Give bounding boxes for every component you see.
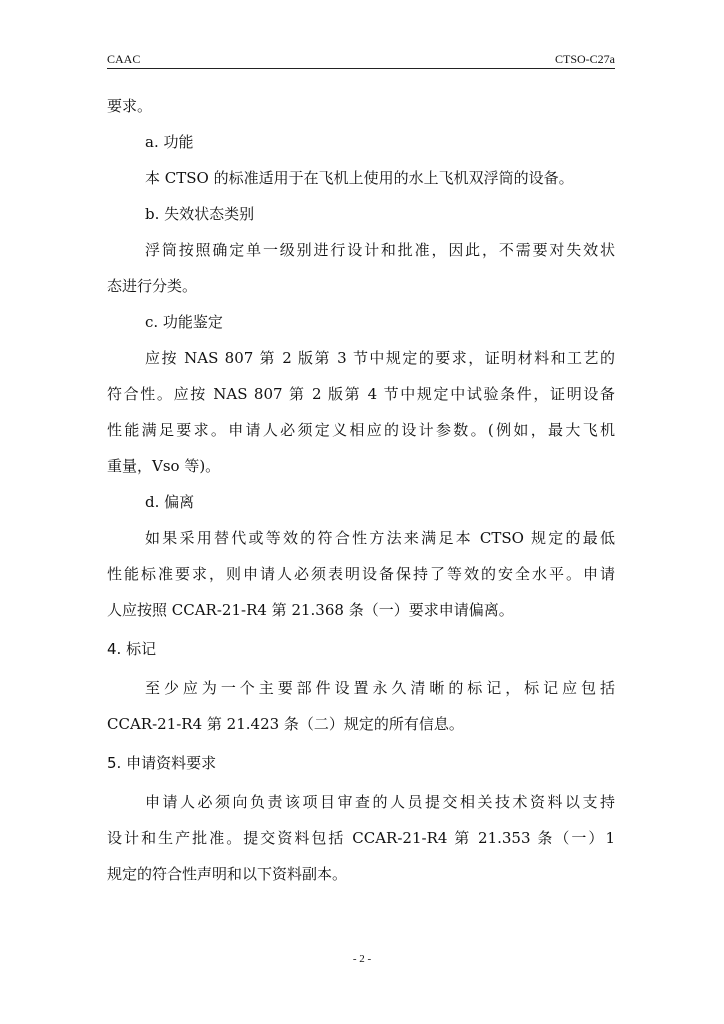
paragraph-line: 性能满足要求。申请人必须定义相应的设计参数。(例如，最大飞机	[107, 421, 615, 439]
page-header	[107, 52, 615, 69]
paragraph-line: CCAR-21-R4 第 21.423 条（二）规定的所有信息。	[107, 715, 464, 733]
header-doc-id: CTSO-C27a	[555, 52, 615, 66]
paragraph-line: 设计和生产批准。提交资料包括 CCAR-21-R4 第 21.353 条（一）1	[107, 829, 615, 847]
paragraph-line: 要求。	[107, 97, 153, 115]
paragraph-line: 浮筒按照确定单一级别进行设计和批准，因此，不需要对失效状	[145, 241, 615, 259]
subheading-function: a. 功能	[145, 133, 194, 151]
paragraph-line: 性能标准要求，则申请人必须表明设备保持了等效的安全水平。申请	[107, 565, 615, 583]
document-body	[107, 88, 615, 892]
paragraph-line: 如果采用替代或等效的符合性方法来满足本 CTSO 规定的最低	[145, 529, 615, 547]
header-org: CAAC	[107, 52, 141, 66]
subheading-deviation: d. 偏离	[145, 493, 195, 511]
section-heading-marking: 4. 标记	[107, 640, 157, 658]
paragraph-line: 人应按照 CCAR-21-R4 第 21.368 条（一）要求申请偏离。	[107, 601, 514, 619]
paragraph-line: 规定的符合性声明和以下资料副本。	[107, 865, 348, 883]
paragraph-line: 态进行分类。	[107, 277, 198, 295]
paragraph-line: 应按 NAS 807 第 2 版第 3 节中规定的要求，证明材料和工艺的	[145, 349, 615, 367]
paragraph-line: 符合性。应按 NAS 807 第 2 版第 4 节中规定中试验条件，证明设备	[107, 385, 615, 403]
subheading-failure-category: b. 失效状态类别	[145, 205, 255, 223]
paragraph-line: 申请人必须向负责该项目审查的人员提交相关技术资料以支持	[145, 793, 615, 811]
page-number: - 2 -	[352, 953, 372, 965]
paragraph-line: 至少应为一个主要部件设置永久清晰的标记，标记应包括	[145, 679, 615, 697]
paragraph-line: 重量，Vso 等)。	[107, 457, 221, 475]
section-heading-application-data: 5. 申请资料要求	[107, 754, 217, 772]
paragraph-line: 本 CTSO 的标准适用于在飞机上使用的水上飞机双浮筒的设备。	[145, 169, 574, 187]
subheading-function-qualification: c. 功能鉴定	[145, 313, 223, 331]
